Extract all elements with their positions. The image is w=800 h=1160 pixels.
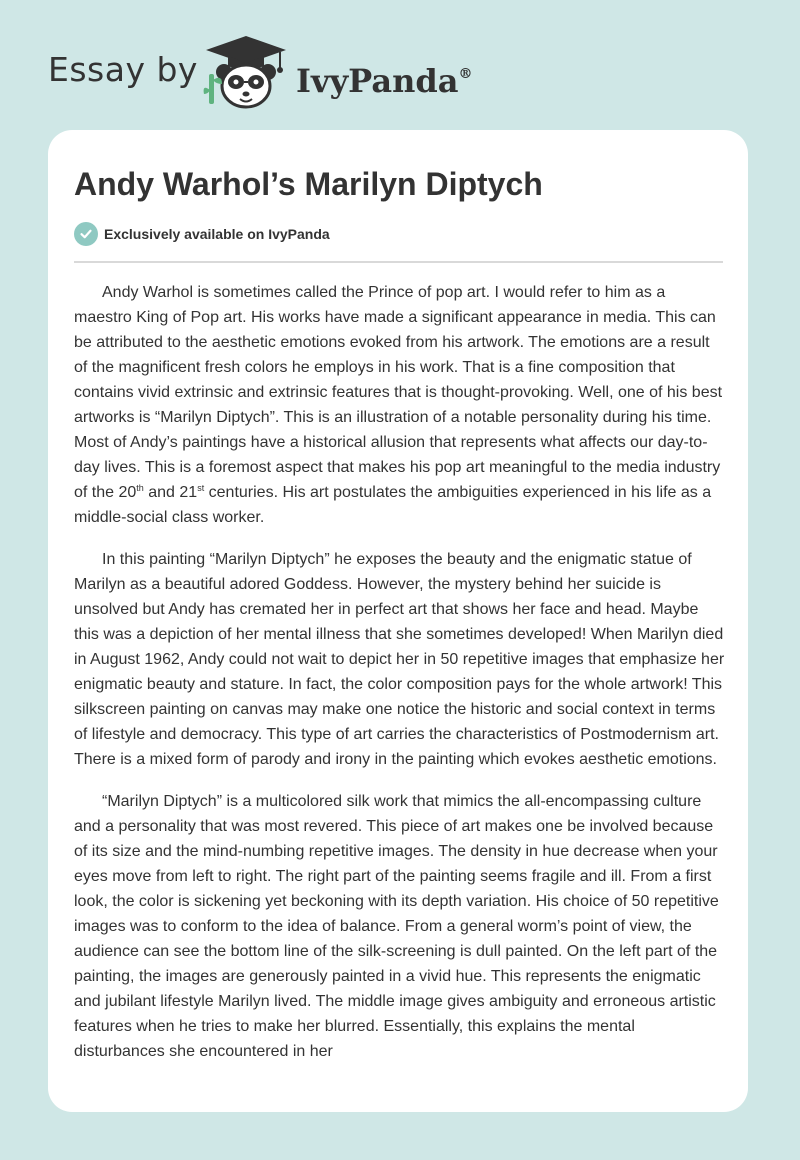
exclusive-badge bbox=[74, 222, 330, 246]
essay-title: Andy Warhol’s Marilyn Diptych bbox=[74, 166, 543, 202]
superscript-st: st bbox=[197, 483, 205, 493]
site-header bbox=[0, 0, 800, 130]
title-divider bbox=[74, 261, 723, 263]
paragraph-2: In this painting “Marilyn Diptych” he exposes the beauty and the enigmatic statue of Marilyn as a beautiful adored Goddess. However, the mystery behind her suicide is unsolved but Andy has cremated her in perfect art that shows her face and head. Maybe this was a depiction of her mental illness that she sometimes developed! When Marilyn died in August 1962, Andy could not wait to depict her in 50 repetitive images that emphasize her enigmatic beauty and stature. In fact, the color composition pays for the whole artwork! This silkscreen painting on canvas may make one notice the historic and social context in terms of lifestyle and democracy. This type of art carries the characteristics of Postmodernism art. There is a mixed form of parody and irony in the painting which evokes aesthetic emotions. bbox=[74, 551, 725, 768]
registered-mark: ® bbox=[458, 66, 473, 82]
superscript-th: th bbox=[136, 483, 144, 493]
exclusive-badge-text: Exclusively available on IvyPanda bbox=[104, 226, 330, 242]
panda-graduate-icon[interactable] bbox=[200, 34, 292, 110]
brand-prefix: Essay by bbox=[48, 50, 198, 89]
paragraph-1: Andy Warhol is sometimes called the Prince of pop art. I would refer to him as a maestro King of Pop art. His works have made a significant appearance in media. This can be attributed to the aesthetic emotions evoked from his artwork. The emotions are a result of the magnificent fresh colors he employs in his work. That is a fine composition that contains vivid extrinsic and extrinsic features that is thought-provoking. Well, one of his best artworks is “Marilyn Diptych”. This is an illustration of a notable personality during his time. Most of Andy’s paintings have a historical allusion that represents what affects our day-to-day lives. This is a foremost aspect that makes his pop art meaningful to the media industry of the 20th and 21st centuries. His art postulates the ambiguities experienced in his life as a middle-social class worker. bbox=[74, 284, 723, 526]
brand-name: IvyPanda® bbox=[296, 62, 473, 100]
essay-card bbox=[48, 130, 748, 1112]
paragraph-3: “Marilyn Diptych” is a multicolored silk work that mimics the all-encompassing culture and a personality that was most revered. This piece of art makes one be involved because of its size and the mind-numbing repetitive images. The density in hue decrease when your eyes move from left to right. The right part of the painting seems fragile and ill. From a first look, the color is sickening yet beckoning with its depth variation. His choice of 50 repetitive images was to conform to the idea of balance. From a general worm’s point of view, the audience can see the bottom line of the silk-screening is dull painted. On the left part of the painting, the images are generously painted in a vivid hue. This represents the enigmatic and jubilant lifestyle Marilyn lived. The middle image gives ambiguity and erroneous artistic features when he tries to make her blurred. Essentially, this explains the mental disturbances she encountered in her bbox=[74, 793, 719, 1060]
check-circle-icon bbox=[74, 222, 98, 246]
essay-body bbox=[74, 280, 726, 1081]
